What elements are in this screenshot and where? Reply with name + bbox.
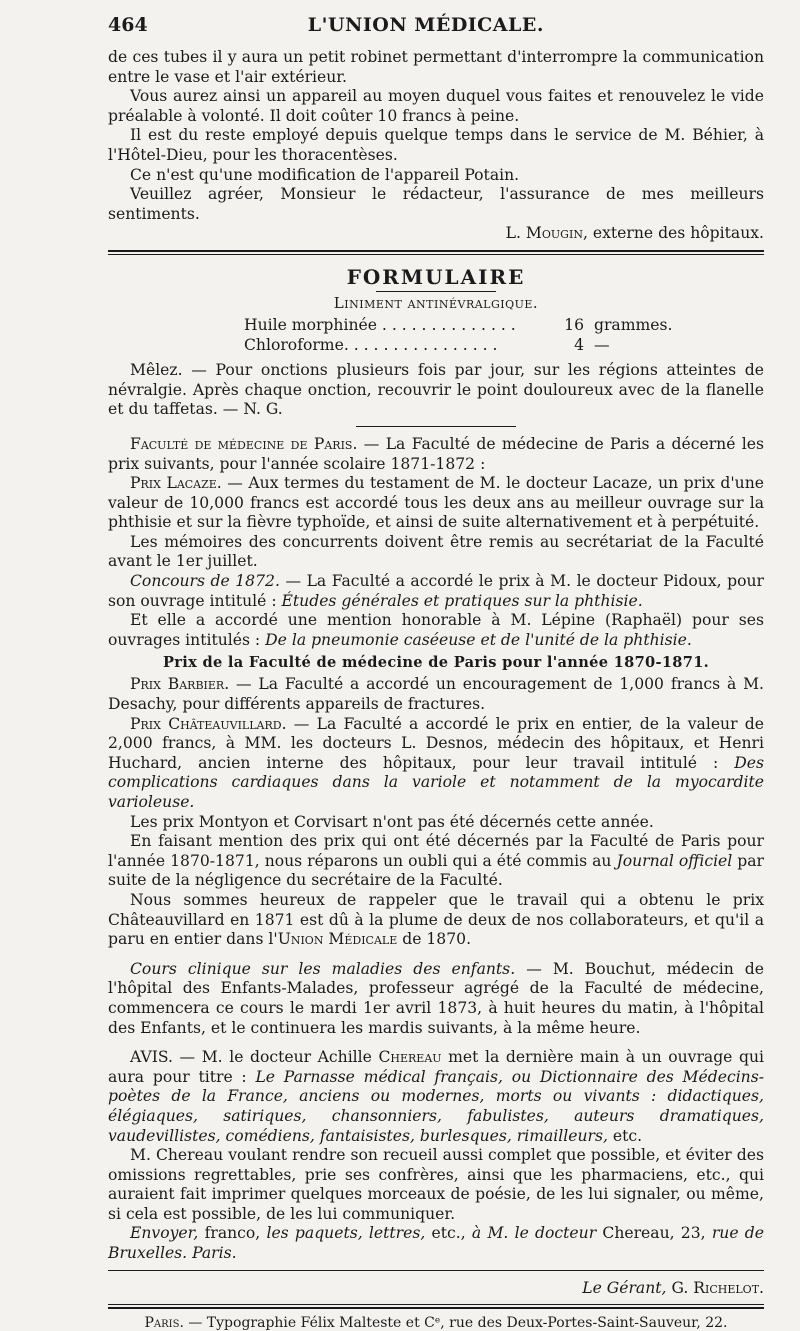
avis-mid: met la dernière main à un ouvrage qui aura pour titre : xyxy=(108,1048,764,1086)
ingredient-unit: grammes. xyxy=(594,315,673,334)
ingredient-row xyxy=(108,316,764,336)
faculte-section xyxy=(108,435,764,950)
envoyer-address: rue de Bruxelles. Paris. xyxy=(108,1224,765,1263)
cours-text: — M. Bouchut, médecin de l'hôpital des Enfants-Malades, professeur agrégé de la Faculté de médecine, commencera ce cours le mardi 1er avril 1873, à huit heures du matin, à l'hôpital des Enfants, et le continuera les mardis suivants, à la même heure. xyxy=(108,959,764,1037)
ingredient-row xyxy=(108,336,764,356)
journal-officiel: Journal officiel xyxy=(616,851,733,870)
chateauvillard-work-title: Des complications cardiaques dans la variole et notamment de la myocardite varioleuse. xyxy=(108,753,764,811)
imprint-text: — Typographie Félix Malteste et Cᵉ, rue des Deux-Portes-Saint-Sauveur, 22. xyxy=(183,1315,728,1331)
envoyer-text-a: franco, xyxy=(198,1224,267,1243)
imprint-divider-bottom xyxy=(108,1307,764,1309)
mention-text: Et elle a accordé une mention honorable à M. Lépine (Raphaël) pour ses ouvrages intitulés : xyxy=(108,611,764,649)
avis-section xyxy=(108,1048,764,1264)
heureux-paragraph xyxy=(108,891,764,950)
prix-barbier-title: Prix Barbier. xyxy=(130,675,230,694)
recipe-title: Liniment antinévralgique. xyxy=(333,293,539,312)
formulaire-heading: FORMULAIRE xyxy=(346,264,526,289)
short-divider xyxy=(356,426,516,427)
heureux-text-b: de 1870. xyxy=(397,930,472,949)
prix-barbier-text: — La Faculté a accordé un encouragement de 1,000 francs à M. Desachy, pour différents appareils de fractures. xyxy=(108,675,764,714)
heading-underline xyxy=(376,291,496,292)
erratum-text-b: par suite de la négligence du secrétaire de la Faculté. xyxy=(108,851,765,890)
prix-chateauvillard-text: — La Faculté a accordé le prix en entier, de la valeur de 2,000 francs, à MM. les docteurs L. Desnos, médecin des hôpitaux, et Henri Huchard, ancien interne des hôpitaux, pour leur travail intitulé : xyxy=(108,714,764,772)
avis-paragraph-2: M. Chereau voulant rendre son recueil aussi complet que possible, et éviter des omissions regrettables, prie ses confrères, ainsi que les pharmaciens, etc., qui auraient fait imprimer quelques morceaux de poésie, de les lui signaler, ou même, si cela est possible, de les lui communiquer. xyxy=(108,1146,764,1223)
envoyer-text-b: etc., xyxy=(425,1224,472,1243)
ingredient-unit: — xyxy=(594,335,610,354)
formulaire-section xyxy=(108,265,764,420)
letter-signature xyxy=(108,224,764,244)
envoyer-label: Envoyer, xyxy=(130,1224,199,1243)
faculte-intro xyxy=(108,435,764,474)
signature-name: L. Mougin, xyxy=(505,224,588,243)
avis-work-title: Le Parnasse médical français, ou Dictionnaire des Médecins-poètes de la France, anciens ou modernes, morts ou vivants : didactiques, élégiaques, satiriques, chansonniers, fabulistes, auteurs dramatiques, vaudevillistes, comédiens, fantaisistes, burlesques, rimailleurs, xyxy=(108,1067,764,1145)
ingredient-amount: 16 xyxy=(564,315,584,334)
recipe-instructions: Mêlez. — Pour onctions plusieurs fois par jour, sur les régions atteintes de névralgie. Après chaque onction, recouvrir le point douloureux avec de la flanelle et du taffetas. — N. G. xyxy=(108,361,764,419)
gerant-label: Le Gérant, xyxy=(582,1278,667,1297)
avis-author: Chereau xyxy=(378,1048,442,1067)
concours-paragraph xyxy=(108,572,764,611)
ingredient-name: Chloroforme. . . . . . . . . . . . . . . . xyxy=(244,335,498,354)
envoyer-recipient: à M. le docteur xyxy=(471,1224,597,1243)
envoyer-paragraph xyxy=(108,1224,764,1263)
section-divider xyxy=(108,250,764,255)
gerant-signature xyxy=(108,1279,764,1299)
gerant-name: G. Richelot. xyxy=(666,1278,764,1297)
mention-work-title: De la pneumonie caséeuse et de l'unité de la phthisie. xyxy=(265,630,692,649)
prix-chateauvillard xyxy=(108,715,764,813)
faculte-intro-text: — La Faculté de médecine de Paris a décerné les prix suivants, pour l'année scolaire 1871-1872 : xyxy=(108,434,764,473)
signature-role: externe des hôpitaux. xyxy=(587,224,764,243)
letter-paragraph-5: Veuillez agréer, Monsieur le rédacteur, l'assurance de mes meilleurs sentiments. xyxy=(108,185,764,223)
prix-lacaze-title: Prix Lacaze. xyxy=(130,474,222,493)
imprint-divider-top xyxy=(108,1304,764,1305)
cours-paragraph xyxy=(108,960,764,1038)
avis-end: etc. xyxy=(607,1126,643,1145)
ingredient-name: Huile morphinée . . . . . . . . . . . . . . xyxy=(244,315,516,334)
heureux-text-a: Nous sommes heureux de rappeler que le travail qui a obtenu le prix Châteauvillard en 1871 est dû à la plume de deux de nos collaborateurs, et qu'il a paru en entier dans l' xyxy=(108,890,764,949)
page-header xyxy=(108,14,764,48)
prix-lacaze-text: — Aux termes du testament de M. le docteur Lacaze, un prix d'une valeur de 10,000 francs est accordé tous les deux ans au meilleur ouvrage sur la phthisie et sur la fièvre typhoïde, et ainsi de suite alternativement et à perpétuité. xyxy=(108,474,764,532)
prix-barbier xyxy=(108,675,764,714)
footer-divider xyxy=(108,1270,764,1271)
page-number: 464 xyxy=(108,14,148,36)
concours-work-title: Études générales et pratiques sur la phthisie. xyxy=(281,591,643,610)
cours-section xyxy=(108,960,764,1038)
avis-paragraph xyxy=(108,1048,764,1146)
letter-paragraph-4: Ce n'est qu'une modification de l'appareil Potain. xyxy=(130,165,520,184)
faculte-intro-title: Faculté de médecine de Paris. xyxy=(130,434,358,453)
ingredient-amount: 4 xyxy=(574,335,584,354)
letter-paragraph-2: Vous aurez ainsi un appareil au moyen duquel vous faites et renouvelez le vide préalable à volonté. Il doit coûter 10 francs à peine. xyxy=(108,87,764,125)
erratum-text-a: En faisant mention des prix qui ont été décernés par la Faculté de Paris pour l'année 1870-1871, nous réparons un oubli qui a été commis au xyxy=(108,832,764,870)
envoyer-items: les paquets, lettres, xyxy=(266,1224,426,1243)
prix-chateauvillard-title: Prix Châteauvillard. xyxy=(130,714,287,733)
letter-paragraph-3: Il est du reste employé depuis quelque temps dans le service de M. Béhier, à l'Hôtel-Dieu, pour les thoracentèses. xyxy=(108,126,764,164)
mention-paragraph xyxy=(108,611,764,650)
union-medicale-name: Union Médicale xyxy=(277,930,398,949)
memoires-paragraph: Les mémoires des concurrents doivent être remis au secrétariat de la Faculté avant le 1er juillet. xyxy=(108,532,764,571)
envoyer-text-c: Chereau, 23, xyxy=(596,1224,712,1243)
erratum-paragraph xyxy=(108,832,764,891)
imprint-city: Paris. xyxy=(144,1315,184,1331)
letter-section xyxy=(108,48,764,244)
printer-imprint xyxy=(108,1315,764,1331)
concours-text: — La Faculté a accordé le prix à M. le docteur Pidoux, pour son ouvrage intitulé : xyxy=(108,572,764,610)
prix-heading: Prix de la Faculté de médecine de Paris pour l'année 1870-1871. xyxy=(162,654,710,672)
avis-lead: AVIS. — M. le docteur Achille xyxy=(130,1048,379,1067)
cours-title: Cours clinique sur les maladies des enfants. xyxy=(130,959,516,978)
letter-paragraph-1: de ces tubes il y aura un petit robinet permettant d'interrompre la communication entre le vase et l'air extérieur. xyxy=(108,48,764,86)
montyon-paragraph: Les prix Montyon et Corvisart n'ont pas été décernés cette année. xyxy=(130,812,654,831)
concours-title: Concours de 1872. xyxy=(130,572,280,591)
journal-title: L'UNION MÉDICALE. xyxy=(307,14,544,36)
prix-lacaze xyxy=(108,474,764,533)
